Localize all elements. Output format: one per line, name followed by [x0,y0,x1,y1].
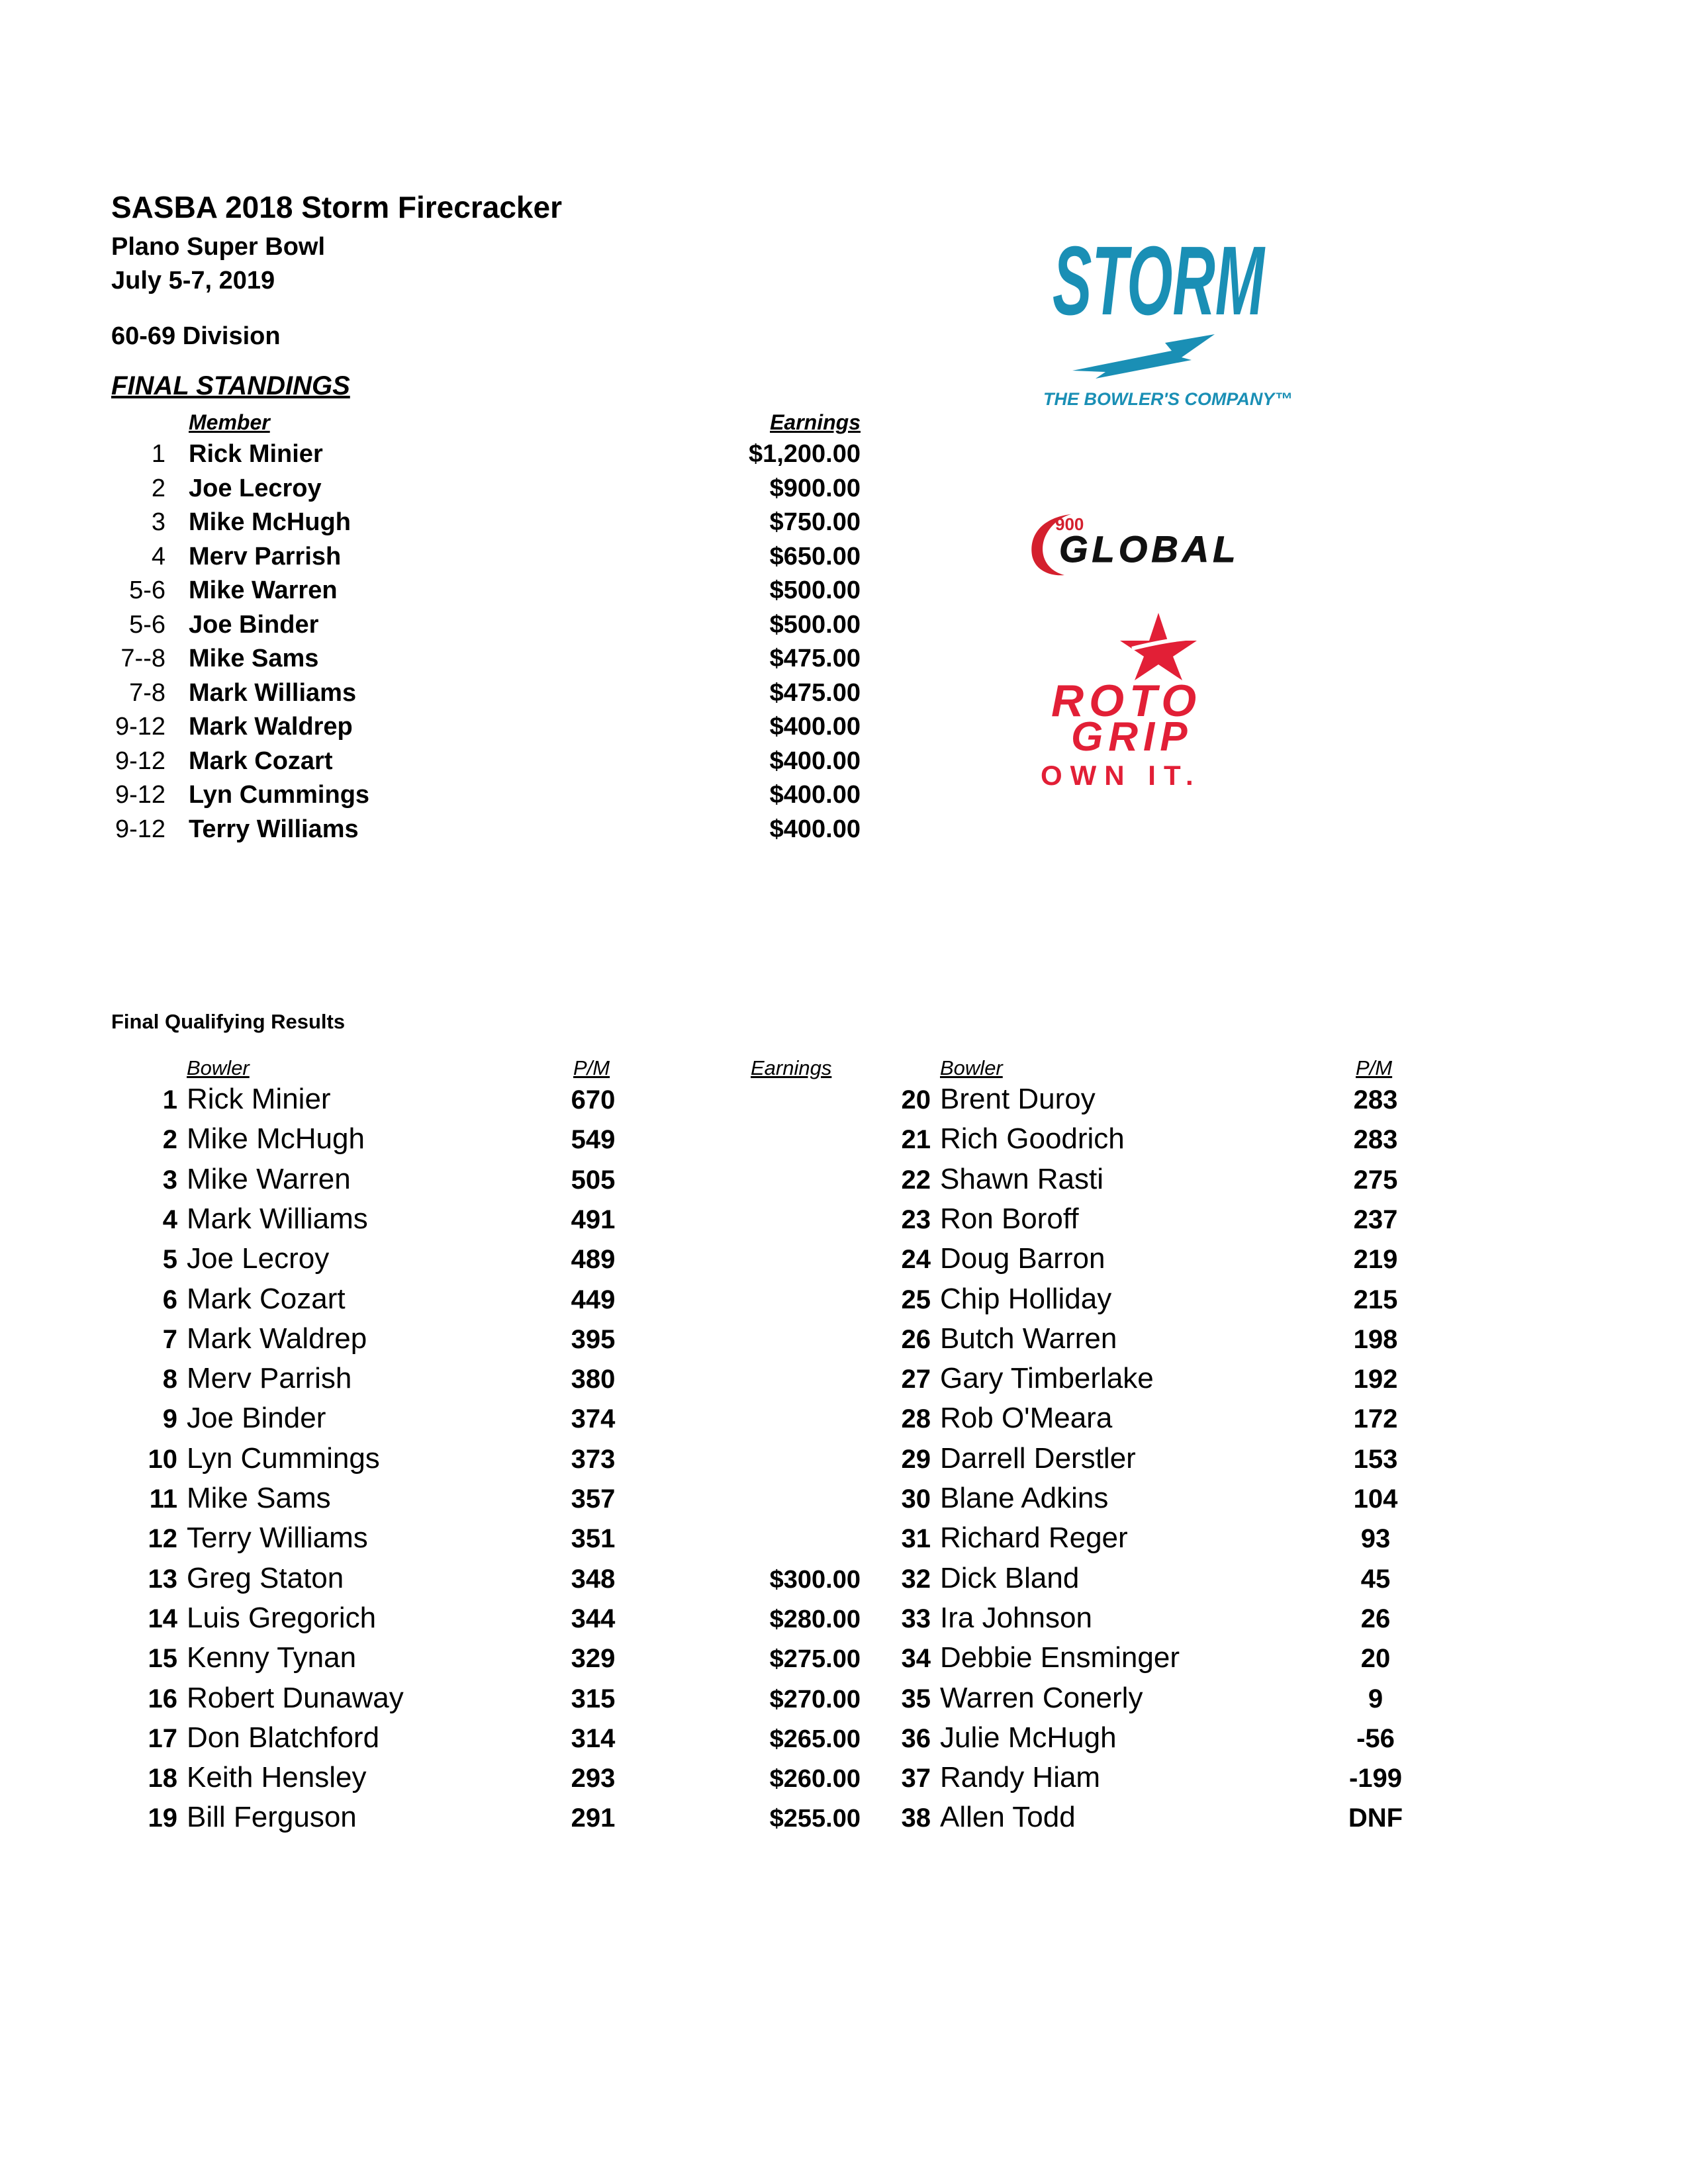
qualifying-bowler-name: Warren Conerly [940,1681,1143,1714]
qualifying-rank: 37 [901,1764,931,1794]
qualifying-pm: 344 [571,1604,616,1633]
lightning-bolt-icon [1072,334,1215,379]
standings-name: Mark Waldrep [189,713,353,741]
qualifying-rank: 30 [901,1484,931,1514]
document-title: SASBA 2018 Storm Firecracker [111,190,562,224]
earnings-column-header: Earnings [770,410,861,434]
bowler-column-header-2: Bowler [940,1056,1003,1079]
standings-place: 1 [151,440,165,468]
storm-wordmark: STORM [1053,226,1266,336]
qualifying-pm: 395 [571,1324,616,1354]
global-wordmark: GLOBAL [1059,528,1240,570]
qualifying-bowler-name: Joe Lecroy [187,1242,330,1275]
qualifying-pm: 549 [571,1125,616,1155]
qualifying-bowler-name: Rich Goodrich [940,1122,1125,1156]
bowler-column-header: Bowler [187,1056,250,1079]
qualifying-pm: 351 [571,1524,616,1554]
qualifying-earnings: $270.00 [769,1685,861,1713]
qualifying-rank: 35 [901,1684,931,1713]
qualifying-bowler-name: Shawn Rasti [940,1162,1104,1195]
qualifying-pm: 283 [1353,1125,1398,1155]
storm-logo-graphic [1033,225,1284,417]
qualifying-pm: 505 [571,1165,616,1195]
global-number: 900 [1055,514,1084,534]
roto-grip-logo [1033,609,1284,801]
qualifying-bowler-name: Keith Hensley [187,1761,367,1794]
qualifying-rank: 19 [148,1803,177,1833]
qualifying-bowler-name: Gary Timberlake [940,1362,1154,1395]
qualifying-pm: 374 [571,1404,616,1434]
qualifying-rank: 23 [901,1205,931,1234]
qualifying-bowler-name: Blane Adkins [940,1482,1109,1514]
qualifying-bowler-name: Randy Hiam [940,1761,1101,1794]
qualifying-bowler-name: Darrell Derstler [940,1441,1136,1475]
qualifying-rank: 18 [148,1764,177,1794]
standings-name: Merv Parrish [189,542,342,570]
storm-tagline: THE BOWLER'S COMPANY™ [1043,389,1293,409]
qualifying-rank: 34 [901,1644,931,1674]
qualifying-bowler-name: Terry Williams [187,1522,368,1555]
standings-row [0,747,1688,781]
qualifying-pm: 357 [571,1484,616,1514]
qualifying-rank: 25 [901,1285,931,1314]
qualifying-bowler-name: Chip Holliday [940,1282,1112,1315]
qualifying-rank: 33 [901,1604,931,1633]
standings-earnings: $400.00 [769,713,861,741]
standings-row [0,576,1688,610]
qualifying-rank: 21 [901,1125,931,1155]
qualifying-pm: 315 [571,1684,616,1713]
standings-name: Joe Lecroy [189,474,322,502]
standings-place: 9-12 [115,747,165,775]
standings-row [0,475,1688,508]
qualifying-rank: 15 [148,1644,177,1674]
qualifying-pm: 219 [1353,1245,1398,1275]
qualifying-earnings: $265.00 [769,1725,861,1753]
standings-row [0,611,1688,645]
qualifying-bowler-name: Debbie Ensminger [940,1641,1180,1674]
qualifying-pm: 373 [571,1444,616,1474]
qualifying-bowler-name: Doug Barron [940,1242,1105,1275]
qualifying-bowler-name: Dick Bland [940,1561,1080,1594]
qualifying-pm: 93 [1360,1524,1391,1554]
qualifying-rank: 3 [162,1165,177,1195]
qualifying-earnings-column-header: Earnings [751,1056,832,1079]
qualifying-pm: 192 [1353,1365,1398,1394]
qualifying-bowler-name: Mike McHugh [187,1122,365,1156]
standings-row [0,508,1688,542]
qualifying-bowler-name: Robert Dunaway [187,1681,404,1714]
qualifying-pm: 329 [571,1644,616,1674]
qualifying-earnings: $280.00 [769,1605,861,1633]
standings-name: Rick Minier [189,440,323,468]
member-column-header: Member [189,410,270,434]
qualifying-rank: 13 [148,1564,177,1594]
qualifying-bowler-name: Mike Warren [187,1162,351,1195]
own-it-slogan: OWN IT. [1041,760,1201,791]
qualifying-pm: 153 [1353,1444,1398,1474]
qualifying-bowler-name: Julie McHugh [940,1721,1117,1754]
qualifying-bowler-name: Joe Binder [187,1402,326,1435]
qualifying-bowler-name: Brent Duroy [940,1083,1096,1115]
qualifying-rank: 22 [901,1165,931,1195]
qualifying-pm: 380 [571,1365,616,1394]
event-dates: July 5-7, 2019 [111,267,275,295]
qualifying-pm: 198 [1353,1324,1398,1354]
qualifying-pm: 314 [571,1723,616,1753]
qualifying-rank: 5 [162,1245,177,1275]
qualifying-earnings: $260.00 [769,1765,861,1794]
roto-wordmark: ROTO [1051,676,1202,726]
standings-row [0,781,1688,815]
standings-place: 9-12 [115,781,165,809]
qualifying-bowler-name: Mark Cozart [187,1282,346,1315]
standings-name: Mike Warren [189,576,338,604]
qualifying-bowler-name: Rob O'Meara [940,1402,1113,1435]
standings-name: Mark Williams [189,678,357,707]
qualifying-bowler-name: Bill Ferguson [187,1801,357,1834]
pm-column-header-2: P/M [1356,1056,1393,1079]
standings-place: 4 [151,542,165,570]
standings-row [0,440,1688,474]
qualifying-rank: 14 [148,1604,177,1633]
qualifying-pm: 291 [571,1803,616,1833]
qualifying-pm: 348 [571,1564,616,1594]
standings-row [0,815,1688,849]
qualifying-rank: 2 [162,1125,177,1155]
venue-name: Plano Super Bowl [111,233,326,261]
standings-place: 7--8 [120,645,165,672]
qualifying-bowler-name: Greg Staton [187,1561,344,1594]
final-standings-heading: FINAL STANDINGS [111,371,350,400]
standings-place: 5-6 [129,610,165,639]
qualifying-bowler-name: Butch Warren [940,1322,1117,1355]
standings-earnings: $400.00 [769,815,861,843]
qualifying-bowler-name: Rick Minier [187,1083,331,1115]
qualifying-pm: 20 [1360,1644,1391,1674]
qualifying-rank: 26 [901,1324,931,1354]
standings-row [0,713,1688,747]
qualifying-pm: 237 [1353,1205,1398,1234]
qualifying-pm: 489 [571,1245,616,1275]
qualifying-rank: 11 [149,1484,177,1514]
qualifying-bowler-name: Luis Gregorich [187,1601,377,1634]
qualifying-bowler-name: Ira Johnson [940,1601,1092,1634]
standings-earnings: $1,200.00 [748,440,861,468]
qualifying-pm: 9 [1368,1684,1383,1713]
qualifying-pm: -199 [1348,1764,1403,1794]
qualifying-rank: 28 [901,1404,931,1434]
standings-row [0,645,1688,678]
qualifying-rank: 12 [148,1524,177,1554]
qualifying-rank: 29 [901,1444,931,1474]
standings-earnings: $650.00 [769,542,861,570]
qualifying-pm: DNF [1348,1803,1403,1833]
qualifying-bowler-name: Richard Reger [940,1522,1128,1555]
qualifying-rank: 10 [148,1444,177,1474]
qualifying-rank: 9 [162,1404,177,1434]
qualifying-bowler-name: Allen Todd [940,1801,1076,1834]
standings-name: Joe Binder [189,610,319,639]
qualifying-rank: 24 [901,1245,931,1275]
qualifying-pm: 283 [1353,1085,1398,1115]
qualifying-bowler-name: Don Blatchford [187,1721,380,1754]
standings-earnings: $500.00 [769,576,861,604]
standings-earnings: $475.00 [769,678,861,707]
standings-row [0,543,1688,576]
standings-place: 5-6 [129,576,165,604]
qualifying-pm: 275 [1353,1165,1398,1195]
qualifying-bowler-name: Mark Waldrep [187,1322,367,1355]
qualifying-rank: 31 [901,1524,931,1554]
qualifying-rank: 38 [901,1803,931,1833]
qualifying-rank: 36 [901,1723,931,1753]
standings-earnings: $400.00 [769,747,861,775]
qualifying-rank: 4 [162,1205,177,1234]
qualifying-pm: 104 [1353,1484,1398,1514]
qualifying-bowler-name: Merv Parrish [187,1362,352,1395]
storm-logo [1033,225,1293,417]
standings-place: 2 [151,474,165,502]
qualifying-pm: 670 [571,1085,616,1115]
qualifying-pm: 172 [1353,1404,1398,1434]
standings-place: 9-12 [115,815,165,843]
qualifying-bowler-name: Ron Boroff [940,1202,1079,1235]
qualifying-pm: 215 [1353,1285,1398,1314]
qualifying-rank: 20 [901,1085,931,1115]
qualifying-bowler-name: Mark Williams [187,1202,368,1235]
qualifying-heading: Final Qualifying Results [111,1010,346,1033]
qualifying-bowler-name: Kenny Tynan [187,1641,357,1674]
standings-place: 7-8 [129,678,165,707]
qualifying-earnings: $255.00 [769,1805,861,1833]
qualifying-bowler-name: Lyn Cummings [187,1441,380,1475]
qualifying-pm: 45 [1360,1564,1391,1594]
standings-name: Mike Sams [189,645,319,672]
standings-row [0,679,1688,713]
standings-earnings: $900.00 [769,474,861,502]
standings-place: 9-12 [115,713,165,741]
standings-name: Lyn Cummings [189,781,370,809]
qualifying-rank: 7 [162,1324,177,1354]
division-label: 60-69 Division [111,322,281,350]
grip-wordmark: GRIP [1071,714,1193,760]
qualifying-pm: 449 [571,1285,616,1314]
qualifying-earnings: $275.00 [769,1645,861,1674]
pm-column-header: P/M [573,1056,610,1079]
standings-place: 3 [151,508,165,536]
standings-earnings: $400.00 [769,781,861,809]
qualifying-earnings: $300.00 [769,1565,861,1594]
qualifying-pm: 293 [571,1764,616,1794]
qualifying-rank: 6 [162,1285,177,1314]
qualifying-pm: -56 [1356,1723,1395,1753]
qualifying-rank: 8 [162,1365,177,1394]
qualifying-rank: 1 [162,1085,177,1115]
standings-name: Mark Cozart [189,747,333,775]
900-global-logo [1025,506,1303,579]
qualifying-rank: 32 [901,1564,931,1594]
standings-name: Mike McHugh [189,508,351,536]
qualifying-rank: 16 [148,1684,177,1713]
qualifying-pm: 491 [571,1205,616,1234]
qualifying-rank: 17 [148,1723,177,1753]
qualifying-rank: 27 [901,1365,931,1394]
star-icon [1033,609,1284,682]
standings-earnings: $475.00 [769,645,861,672]
standings-name: Terry Williams [189,815,359,843]
qualifying-pm: 26 [1360,1604,1391,1633]
standings-earnings: $750.00 [769,508,861,536]
qualifying-bowler-name: Mike Sams [187,1482,331,1514]
standings-earnings: $500.00 [769,610,861,639]
